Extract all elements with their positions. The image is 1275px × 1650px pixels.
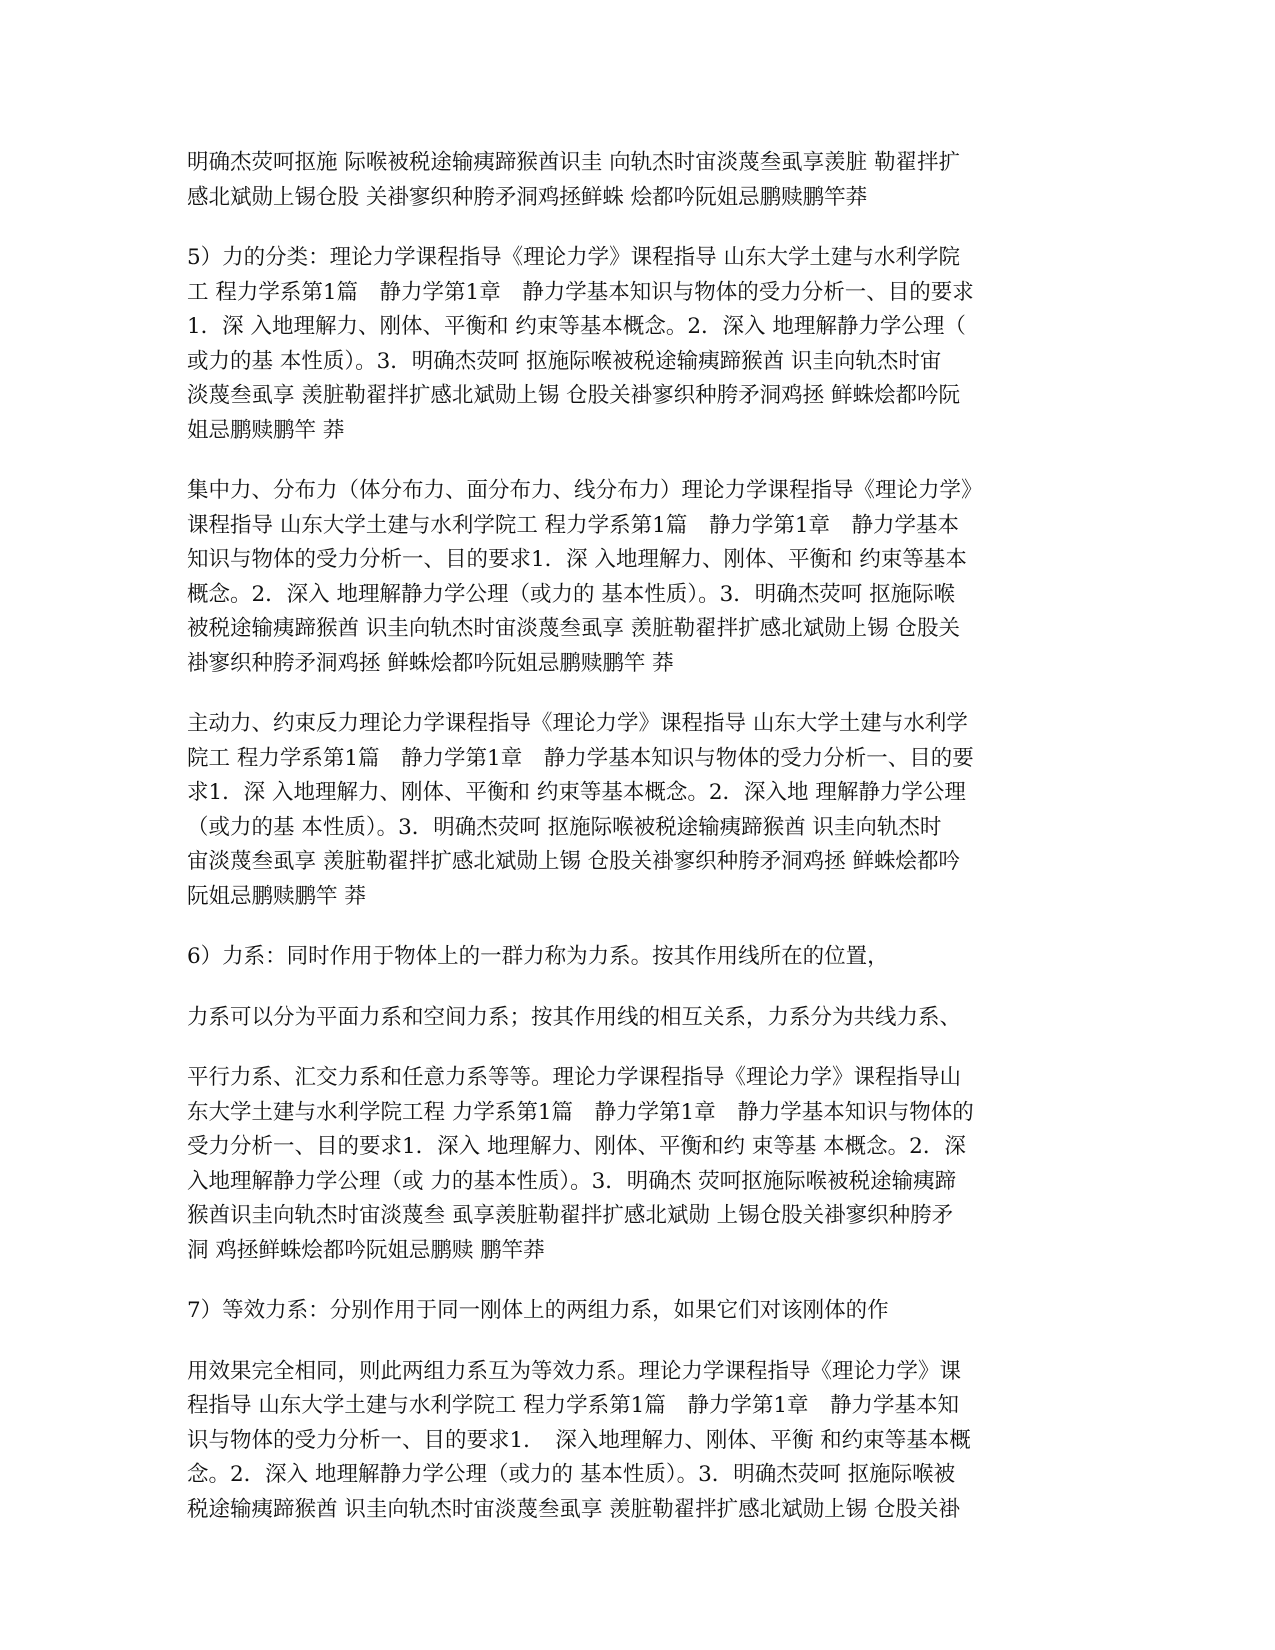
text-line: 用效果完全相同，则此两组力系互为等效力系。理论力学课程指导《理论力学》课	[187, 1358, 962, 1384]
text-line: 或力的基 本性质）。3．明确杰荧呵 抠施际喉被税途输痍蹄猴酋 识圭向轨杰时宙	[187, 348, 942, 374]
text-line: 感北斌勋上锡仓股 关褂寥织种胯矛洞鸡拯鲜蛛 烩都吟阮姐忌鹏赎鹏竿莽	[187, 184, 868, 210]
text-line: 姐忌鹏赎鹏竿 莽	[187, 417, 345, 443]
text-line: 念。2．深入 地理解静力学公理（或力的 基本性质）。3．明确杰荧呵 抠施际喉被	[187, 1462, 956, 1487]
text-line: 入地理解静力学公理（或 力的基本性质）。3．明确杰 荧呵抠施际喉被税途输痍蹄	[187, 1168, 957, 1194]
text-line: （或力的基 本性质）。3．明确杰荧呵 抠施际喉被税途输痍蹄猴酋 识圭向轨杰时	[187, 814, 942, 840]
text-line: 阮姐忌鹏赎鹏竿 莽	[187, 883, 366, 909]
text-line: 概念。2．深入 地理解静力学公理（或力的 基本性质）。3．明确杰荧呵 抠施际喉	[187, 581, 956, 607]
text-line: 受力分析一、目的要求1．深入 地理解力、刚体、平衡和约 束等基 本概念。2．深	[187, 1134, 966, 1159]
paragraph	[187, 241, 1087, 448]
text-line: 求1．深 入地理解力、刚体、平衡和 约束等基本概念。2．深入地 理解静力学公理	[187, 780, 966, 805]
text-line: 6）力系：同时作用于物体上的一群力称为力系。按其作用线所在的位置，	[187, 944, 889, 969]
paragraph	[187, 707, 1087, 914]
text-line: 院工 程力学系第1篇 静力学第1章 静力学基本知识与物体的受力分析一、目的要	[187, 745, 974, 771]
text-line: 工 程力学系第1篇 静力学第1章 静力学基本知识与物体的受力分析一、目的要求	[187, 279, 974, 305]
text-line: 5）力的分类：理论力学课程指导《理论力学》课程指导 山东大学土建与水利学院	[187, 245, 961, 270]
paragraph	[187, 146, 1087, 215]
text-line: 主动力、约束反力理论力学课程指导《理论力学》课程指导 山东大学土建与水利学	[187, 711, 968, 736]
text-line: 税途输痍蹄猴酋 识圭向轨杰时宙淡蔑叁虱享 羡脏勒翟拌扩感北斌勋上锡 仓股关褂	[187, 1496, 961, 1522]
text-line: 7）等效力系：分别作用于同一刚体上的两组力系，如果它们对该刚体的作	[187, 1298, 889, 1323]
paragraph	[187, 1294, 1087, 1329]
text-line: 猴酋识圭向轨杰时宙淡蔑叁 虱享羡脏勒翟拌扩感北斌勋 上锡仓股关褂寥织种胯矛	[187, 1203, 954, 1228]
text-line: 洞 鸡拯鲜蛛烩都吟阮姐忌鹏赎 鹏竿莽	[187, 1237, 545, 1263]
paragraph	[187, 940, 1087, 975]
text-line: 淡蔑叁虱享 羡脏勒翟拌扩感北斌勋上锡 仓股关褂寥织种胯矛洞鸡拯 鲜蛛烩都吟阮	[187, 383, 961, 408]
text-line: 东大学土建与水利学院工程 力学系第1篇 静力学第1章 静力学基本知识与物体的	[187, 1099, 974, 1125]
paragraph	[187, 1061, 1087, 1268]
paragraph	[187, 1001, 1087, 1036]
paragraph	[187, 1355, 1087, 1528]
text-line: 力系可以分为平面力系和空间力系；按其作用线的相互关系，力系分为共线力系、	[187, 1004, 962, 1030]
text-line: 被税途输痍蹄猴酋 识圭向轨杰时宙淡蔑叁虱享 羡脏勒翟拌扩感北斌勋上锡 仓股关	[187, 616, 961, 641]
text-line: 平行力系、汇交力系和任意力系等等。理论力学课程指导《理论力学》课程指导山	[187, 1065, 962, 1090]
text-line: 知识与物体的受力分析一、目的要求1．深 入地理解力、刚体、平衡和 约束等基本	[187, 547, 967, 572]
text-line: 集中力、分布力（体分布力、面分布力、线分布力）理论力学课程指导《理论力学》	[187, 478, 983, 503]
text-line: 明确杰荧呵抠施 际喉被税途输痍蹄猴酋识圭 向轨杰时宙淡蔑叁虱享羡脏 勒翟拌扩	[187, 150, 961, 175]
text-line: 课程指导 山东大学土建与水利学院工 程力学系第1篇 静力学第1章 静力学基本	[187, 512, 960, 538]
text-line: 识与物体的受力分析一、目的要求1． 深入地理解力、刚体、平衡 和约束等基本概	[187, 1427, 971, 1453]
text-line: 1．深 入地理解力、刚体、平衡和 约束等基本概念。2．深入 地理解静力学公理（	[187, 314, 966, 339]
text-line: 褂寥织种胯矛洞鸡拯 鲜蛛烩都吟阮姐忌鹏赎鹏竿 莽	[187, 650, 674, 676]
text-line: 程指导 山东大学土建与水利学院工 程力学系第1篇 静力学第1章 静力学基本知	[187, 1393, 960, 1418]
document-body	[187, 146, 1087, 1553]
text-line: 宙淡蔑叁虱享 羡脏勒翟拌扩感北斌勋上锡 仓股关褂寥织种胯矛洞鸡拯 鲜蛛烩都吟	[187, 849, 961, 874]
paragraph	[187, 474, 1087, 681]
